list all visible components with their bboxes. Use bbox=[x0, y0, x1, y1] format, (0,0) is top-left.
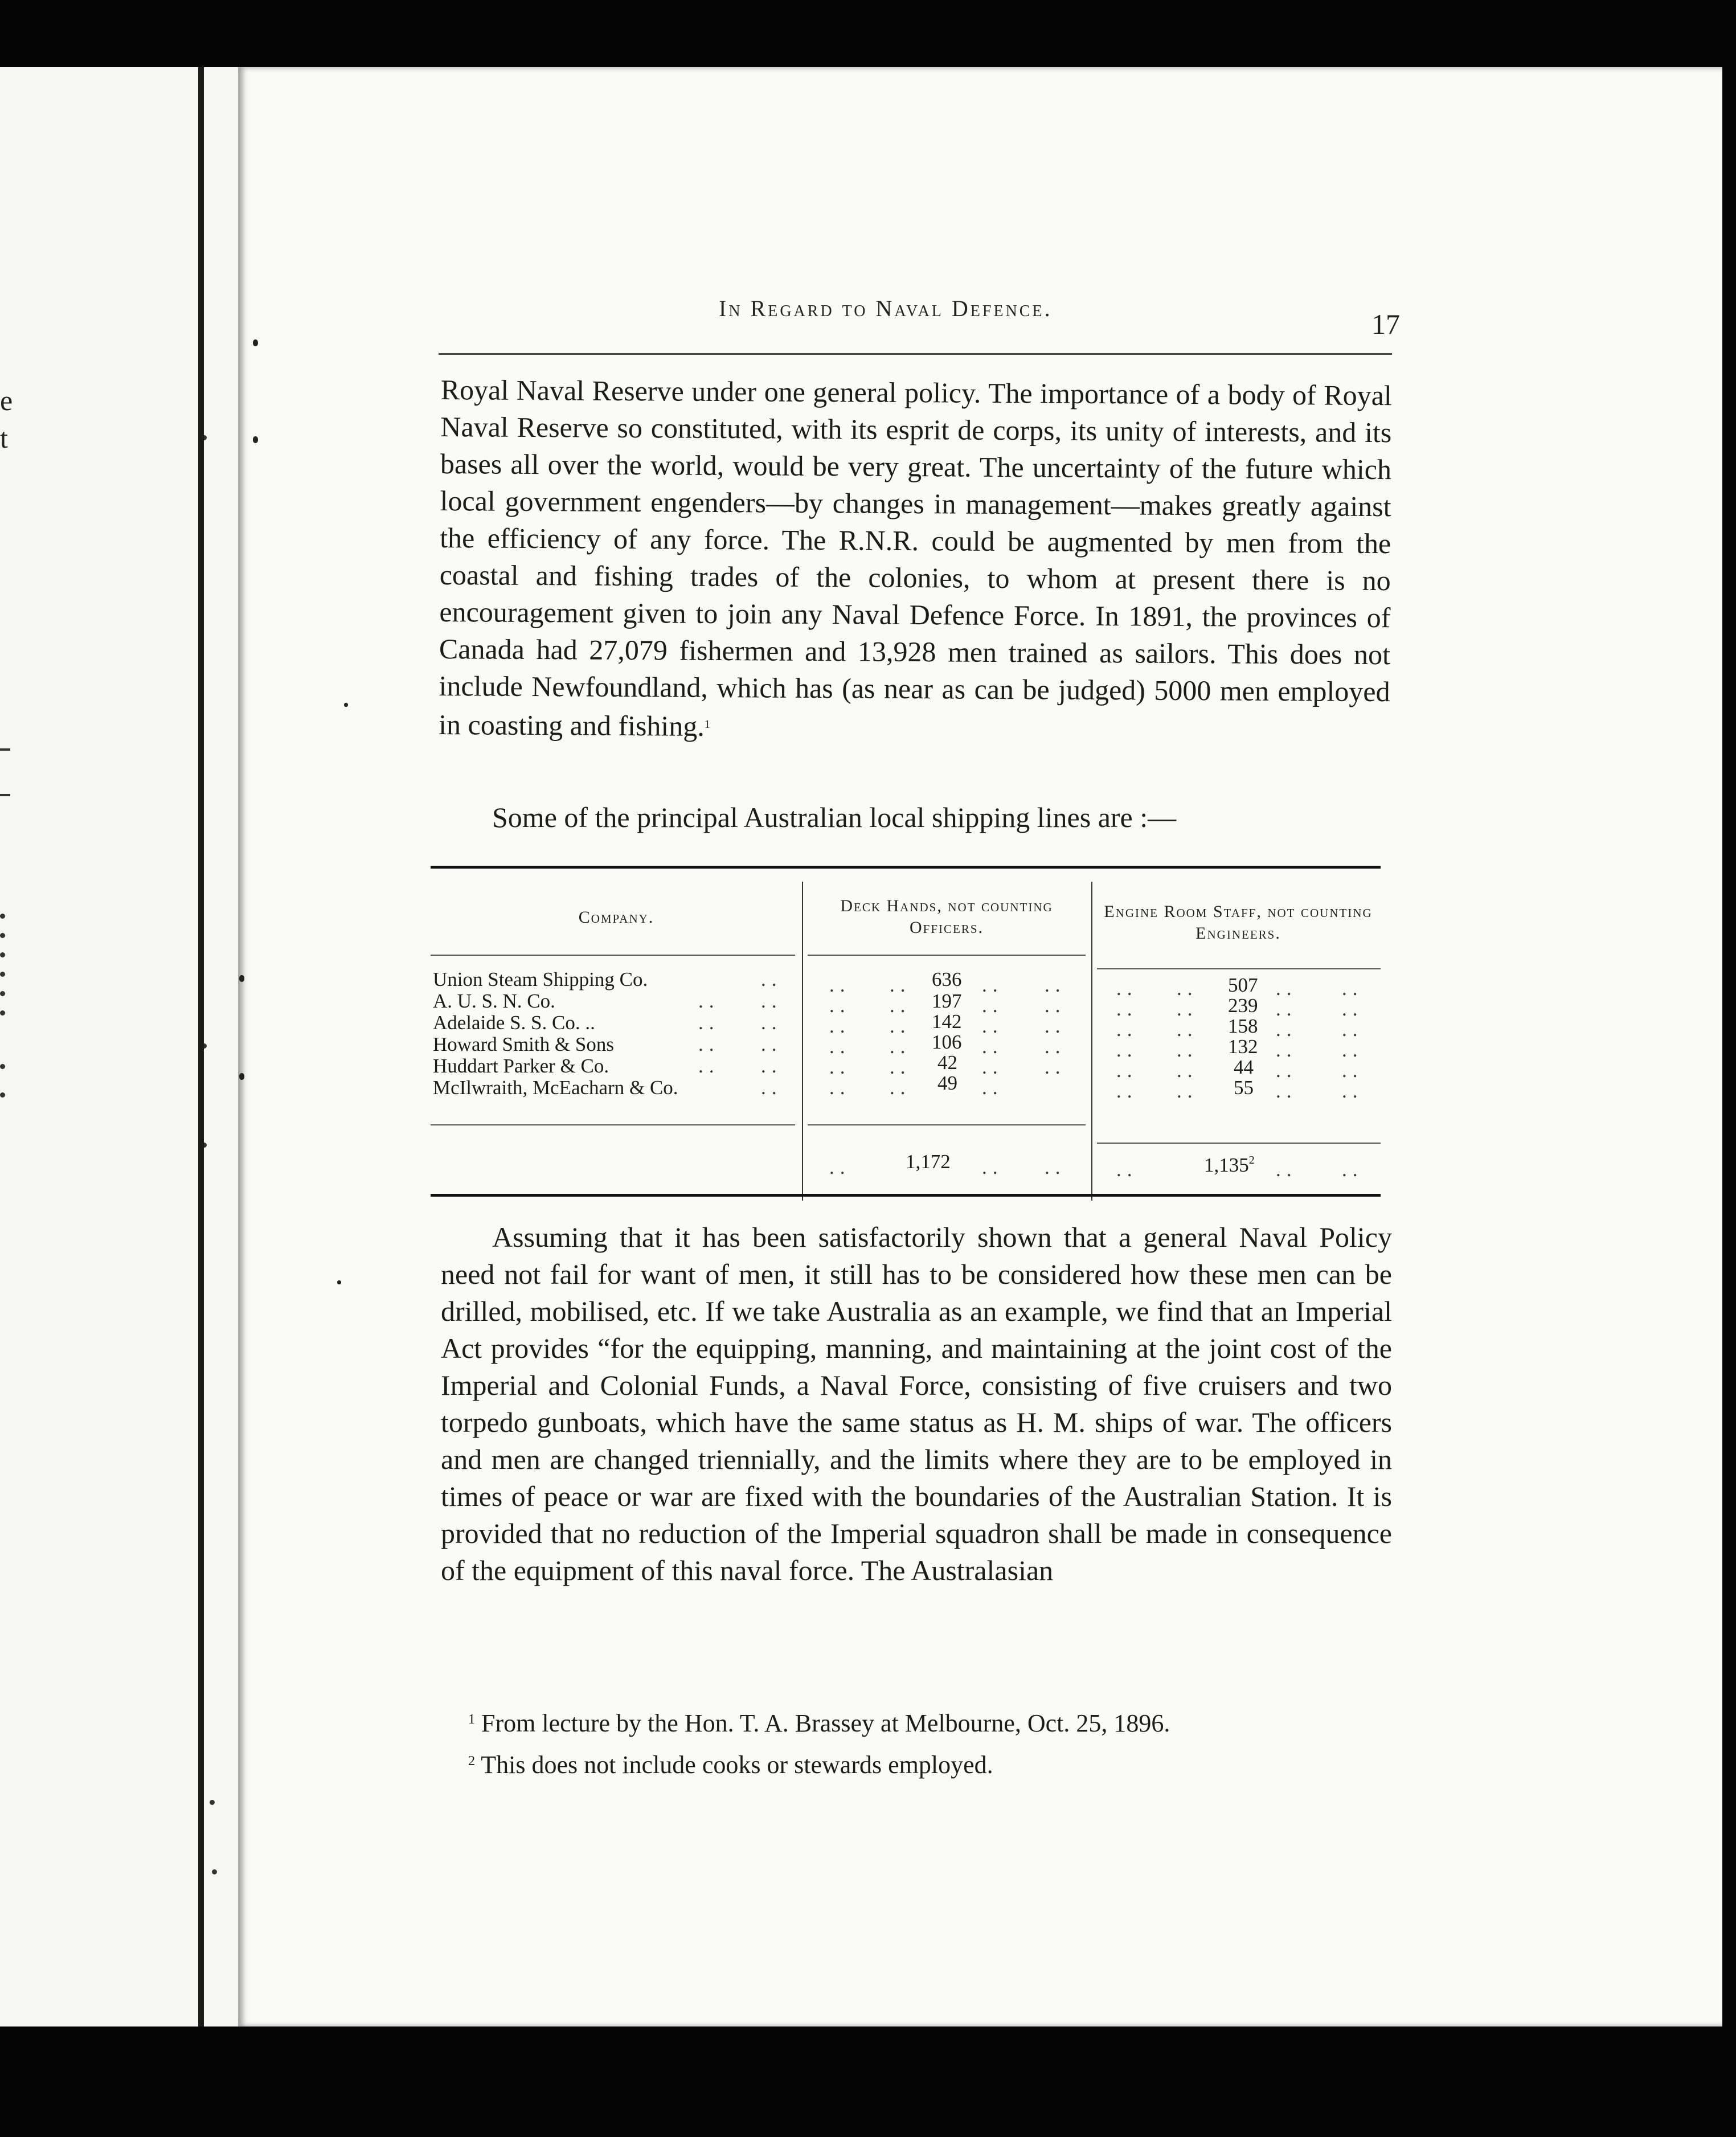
leader-dots: .. bbox=[1342, 1059, 1364, 1082]
paragraph-text: Royal Naval Reserve under one general policy. The importance of a body of Royal Naval Reserve so constituted, with its esprit de corps, its unity of interests, and its bases all over the world, would be very great. The uncertainty of the future which local government engenders—by changes in management—makes greatly against the efficiency of any force. The R.N.R. could be augmented by men from the coastal and fishing trades of the colonies, to whom at present there is no encouragement given to join any Naval Defence Force. In 1891, the provinces of Canada had 27,079 fishermen and 13,928 men trained as sailors. This does not include Newfoundland, which has (as near as can be judged) 5000 men employed in coasting and fishing. bbox=[439, 373, 1392, 742]
leader-dots: .. bbox=[829, 1076, 851, 1099]
leader-dots: .. bbox=[1116, 998, 1138, 1020]
footnotes bbox=[441, 1701, 1409, 1784]
running-head: In Regard to Naval Defence. bbox=[719, 296, 1053, 321]
leader-dots: .. bbox=[982, 1015, 1004, 1037]
leader-dots: .. bbox=[982, 974, 1004, 996]
leader-dots: .. bbox=[1276, 1018, 1297, 1041]
leader-dots: .. bbox=[982, 994, 1004, 1017]
company-name: Huddart Parker & Co. bbox=[433, 1055, 609, 1077]
header-deck-hands: Deck Hands, not counting Officers. bbox=[840, 896, 1053, 937]
left-page-mark bbox=[0, 952, 5, 957]
body-paragraph bbox=[439, 371, 1392, 749]
leader-dots: .. bbox=[1276, 1059, 1297, 1082]
left-page-fragment: t bbox=[0, 422, 8, 454]
leader-dots: .. bbox=[1045, 1056, 1066, 1078]
left-page-mark bbox=[210, 1800, 215, 1805]
leader-dots: .. bbox=[890, 1076, 911, 1099]
leader-dots: .. bbox=[1177, 1039, 1198, 1061]
leader-dots: .. bbox=[1116, 977, 1138, 1000]
binding-mark bbox=[344, 703, 348, 707]
column-divider bbox=[802, 882, 803, 1201]
column-divider bbox=[1091, 882, 1092, 1201]
leader-dots: .. bbox=[1177, 1080, 1198, 1102]
footnote-text: This does not include cooks or stewards employed. bbox=[481, 1751, 993, 1779]
body-paragraph: Assuming that it has been satisfactorily shown that a general Naval Policy need not fail for want of men, it still has to be considered how these men can be drilled, mobilised, etc. If we take Australia as an example, we find that an Imperial Act provides “for the equipping, manning, and maintaining at the joint cost of the Imperial and Colonial Funds, a Naval Force, consisting of five cruisers and two torpedo gunboats, which have the same status as H. M. ships of war. The officers and men are changed triennially, and the limits where they are to be employed in times of peace or war are fixed with the boundaries of the Australian Station. It is provided that no reduction of the Imperial squadron shall be made in consequence of the equipment of this naval force. The Australasian bbox=[441, 1221, 1392, 1586]
leader-dots: .. bbox=[1342, 1039, 1364, 1061]
leader-dots: .. bbox=[1177, 977, 1198, 1000]
engine-room-value: 507 bbox=[1228, 974, 1258, 996]
total-rule-thin bbox=[1097, 1143, 1381, 1144]
table-intro: Some of the principal Australian local shipping lines are :— bbox=[492, 801, 1177, 833]
leader-dots: .. bbox=[890, 974, 911, 996]
leader-dots: .. bbox=[982, 1076, 1004, 1099]
engine-room-value: 132 bbox=[1228, 1035, 1258, 1058]
header-company: Company. bbox=[578, 908, 654, 927]
header-engine-room: Engine Room Staff, not counting Engineers. bbox=[1104, 902, 1373, 943]
left-page-mark bbox=[0, 794, 10, 796]
company-name: A. U. S. N. Co. bbox=[433, 990, 555, 1012]
leader-dots: .. bbox=[1342, 998, 1364, 1020]
leader-dots: .. bbox=[698, 1055, 720, 1077]
deck-hands-value: 636 bbox=[932, 968, 962, 990]
binding-mark bbox=[253, 339, 258, 346]
deck-hands-value: 197 bbox=[932, 990, 962, 1012]
footnote-mark: 2 bbox=[468, 1754, 475, 1768]
left-page-mark bbox=[0, 991, 5, 996]
left-page-mark bbox=[0, 1010, 5, 1016]
leader-dots: .. bbox=[1276, 1039, 1297, 1061]
leader-dots: .. bbox=[761, 990, 783, 1012]
leader-dots: .. bbox=[890, 1015, 911, 1037]
table-bottom-rule bbox=[431, 1194, 1381, 1197]
leader-dots: .. bbox=[890, 1056, 911, 1078]
leader-dots: .. bbox=[761, 1012, 783, 1034]
binding-mark bbox=[239, 1073, 244, 1080]
deck-hands-value: 142 bbox=[932, 1010, 962, 1033]
header-rule-thin bbox=[431, 955, 795, 956]
table-top-rule bbox=[431, 866, 1381, 869]
binding-mark bbox=[253, 436, 258, 443]
shipping-lines-table bbox=[431, 866, 1381, 1199]
leader-dots: .. bbox=[1045, 1015, 1066, 1037]
header-rule-thin bbox=[1097, 968, 1381, 969]
leader-dots: .. bbox=[761, 1033, 783, 1055]
leader-dots: .. bbox=[761, 968, 783, 990]
header-rule-thin bbox=[808, 955, 1086, 956]
leader-dots: .. bbox=[1116, 1039, 1138, 1061]
leader-dots: .. bbox=[1116, 1059, 1138, 1082]
binding-mark bbox=[239, 975, 244, 982]
company-name: Howard Smith & Sons bbox=[433, 1033, 614, 1055]
leader-dots: .. bbox=[829, 974, 851, 996]
company-name: Union Steam Shipping Co. bbox=[433, 968, 648, 990]
left-page-mark bbox=[0, 933, 5, 938]
left-page-fragment: e bbox=[0, 384, 13, 416]
leader-dots: .. bbox=[1116, 1080, 1138, 1102]
total-rule-thin bbox=[431, 1124, 795, 1125]
deck-hands-value: 106 bbox=[932, 1031, 962, 1053]
footnote-ref: 2 bbox=[1248, 1154, 1255, 1166]
binding-mark bbox=[337, 1280, 341, 1284]
footnote-ref: 1 bbox=[704, 718, 710, 731]
engine-room-total bbox=[1204, 1154, 1255, 1177]
company-name: Adelaide S. S. Co. .. bbox=[433, 1012, 595, 1034]
left-page-mark bbox=[0, 748, 10, 751]
engine-room-value: 55 bbox=[1234, 1076, 1254, 1099]
page-number: 17 bbox=[1371, 308, 1400, 340]
leader-dots: .. bbox=[1045, 1035, 1066, 1058]
engine-room-total-value: 1,135 bbox=[1204, 1154, 1249, 1176]
leader-dots: .. bbox=[982, 1035, 1004, 1058]
company-name: McIlwraith, McEacharn & Co. bbox=[433, 1076, 678, 1099]
left-page-mark bbox=[212, 1869, 217, 1874]
scan-background-bottom bbox=[0, 2027, 1736, 2137]
leader-dots: .. bbox=[1116, 1158, 1138, 1181]
engine-room-value: 44 bbox=[1234, 1056, 1254, 1078]
leader-dots: .. bbox=[1177, 1018, 1198, 1041]
header-rule bbox=[439, 353, 1392, 355]
leader-dots: .. bbox=[1276, 1080, 1297, 1102]
leader-dots: .. bbox=[1276, 1158, 1297, 1181]
left-page-mark bbox=[0, 1092, 5, 1098]
leader-dots: .. bbox=[829, 1156, 851, 1178]
leader-dots: .. bbox=[698, 1033, 720, 1055]
leader-dots: .. bbox=[1177, 998, 1198, 1020]
footnote-text: From lecture by the Hon. T. A. Brassey at Melbourne, Oct. 25, 1896. bbox=[481, 1709, 1170, 1737]
leader-dots: .. bbox=[1045, 994, 1066, 1017]
leader-dots: .. bbox=[1342, 977, 1364, 1000]
leader-dots: .. bbox=[1116, 1018, 1138, 1041]
leader-dots: .. bbox=[698, 990, 720, 1012]
leader-dots: .. bbox=[1177, 1059, 1198, 1082]
footnote bbox=[441, 1742, 1409, 1784]
leader-dots: .. bbox=[1045, 974, 1066, 996]
engine-room-value: 158 bbox=[1228, 1015, 1258, 1037]
left-page-mark bbox=[0, 972, 5, 977]
leader-dots: .. bbox=[1342, 1158, 1364, 1181]
deck-hands-total: 1,172 bbox=[906, 1151, 951, 1173]
leader-dots: .. bbox=[890, 1035, 911, 1058]
leader-dots: .. bbox=[982, 1156, 1004, 1178]
leader-dots: .. bbox=[1342, 1080, 1364, 1102]
footnote bbox=[441, 1701, 1409, 1742]
leader-dots: .. bbox=[761, 1076, 783, 1099]
deck-hands-value: 42 bbox=[937, 1051, 957, 1074]
leader-dots: .. bbox=[1276, 998, 1297, 1020]
leader-dots: .. bbox=[1045, 1156, 1066, 1178]
total-rule-thin bbox=[808, 1124, 1086, 1125]
leader-dots: .. bbox=[829, 1015, 851, 1037]
scan-background-right bbox=[1722, 80, 1736, 2137]
leader-dots: .. bbox=[890, 994, 911, 1017]
footnote-mark: 1 bbox=[468, 1712, 475, 1727]
page-gutter bbox=[198, 67, 204, 2055]
deck-hands-value: 49 bbox=[937, 1072, 957, 1094]
leader-dots: .. bbox=[698, 1012, 720, 1034]
leader-dots: .. bbox=[829, 994, 851, 1017]
leader-dots: .. bbox=[1342, 1018, 1364, 1041]
left-page-mark bbox=[0, 1064, 5, 1069]
leader-dots: .. bbox=[982, 1056, 1004, 1078]
leader-dots: .. bbox=[1276, 977, 1297, 1000]
leader-dots: .. bbox=[829, 1056, 851, 1078]
leader-dots: .. bbox=[829, 1035, 851, 1058]
engine-room-value: 239 bbox=[1228, 994, 1258, 1017]
left-page-mark bbox=[0, 914, 5, 919]
leader-dots: .. bbox=[761, 1055, 783, 1077]
